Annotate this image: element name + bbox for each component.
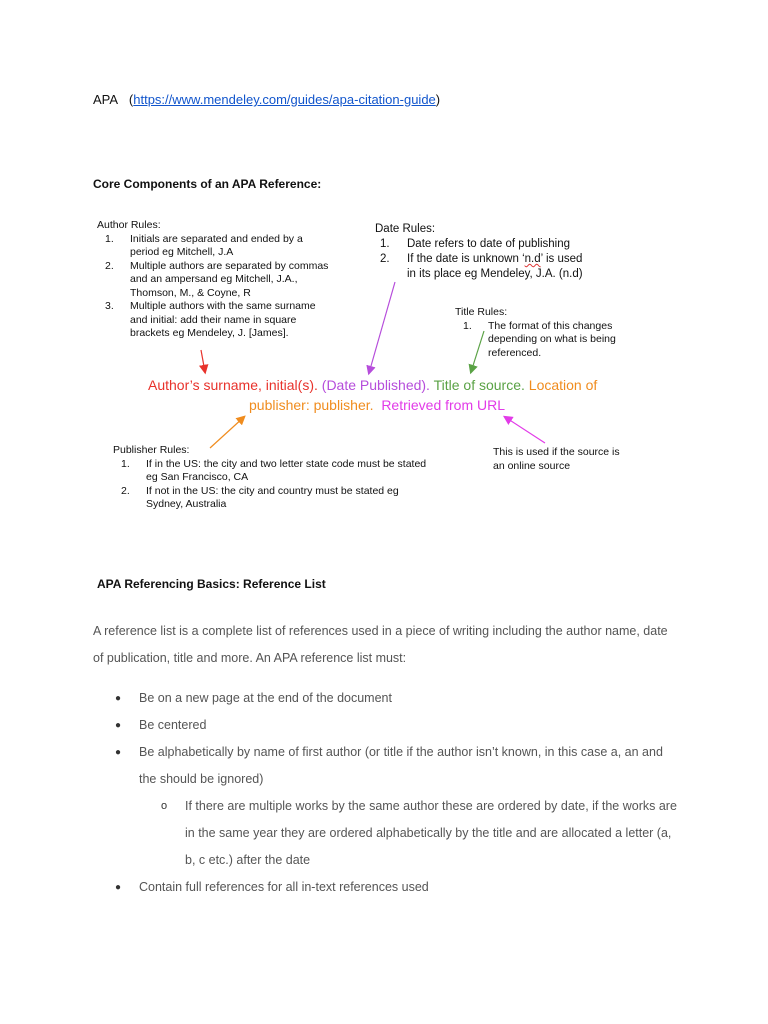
close-paren: ) xyxy=(435,92,441,107)
rule-number: 2. xyxy=(380,253,390,265)
sub-bullet-text: If there are multiple works by the same author these are ordered by date, if the works are in the same year they are ordered alphabetically by the title and are allocated a letter (a, b, c etc.) after the date xyxy=(185,799,677,867)
rule-number: 1. xyxy=(105,232,114,245)
author-rule-item xyxy=(97,300,357,341)
date-rule-item xyxy=(375,237,615,252)
rule-line: Sydney, Australia xyxy=(146,498,227,510)
note-line: an online source xyxy=(493,459,571,472)
rule-number: 2. xyxy=(121,484,130,497)
spellcheck-word: n.d xyxy=(524,253,541,265)
rule-line: The format of this changes xyxy=(488,319,613,332)
bullet-text: Contain full references for all in-text references used xyxy=(139,880,429,894)
rule-number: 1. xyxy=(121,457,130,470)
rule-text-pre: If the date is unknown ‘ xyxy=(407,253,525,265)
date-rule-item xyxy=(375,252,615,282)
formula-author: Author’s surname, initial(s). xyxy=(148,377,318,393)
reference-list-intro: A reference list is a complete list of references used in a piece of writing including the author name, date of publication, title and more. An APA reference list must: xyxy=(93,624,668,665)
date-rules-title: Date Rules: xyxy=(375,223,436,235)
list-item xyxy=(93,874,683,901)
sub-bullet-marker: o xyxy=(161,800,168,812)
author-rules-title: Author Rules: xyxy=(97,219,161,231)
rule-line: Multiple authors are separated by commas xyxy=(130,259,329,272)
publisher-rules-list xyxy=(113,458,453,512)
rule-line: eg San Francisco, CA xyxy=(146,471,249,483)
bullet-marker: ● xyxy=(115,693,122,704)
author-rule-item xyxy=(97,233,357,260)
author-rule-item xyxy=(97,260,357,301)
rule-line: Thomson, M., & Coyne, R xyxy=(130,286,251,299)
reference-list-heading: APA Referencing Basics: Reference List xyxy=(97,577,326,591)
bullet-text: Be centered xyxy=(139,718,207,732)
arrow-date xyxy=(369,282,395,373)
sub-list-item xyxy=(93,793,683,874)
rule-line: in its place eg Mendeley, J.A. (n.d) xyxy=(407,268,583,280)
online-source-note xyxy=(493,446,653,473)
formula-location: Location of xyxy=(528,377,598,393)
arrow-retrieved xyxy=(505,417,545,443)
rule-line: Date refers to date of publishing xyxy=(407,238,571,250)
formula-title: Title of source. xyxy=(433,377,525,393)
rule-text-post: ’ is used xyxy=(540,253,583,265)
bullet-marker: ● xyxy=(115,747,122,758)
publisher-rules xyxy=(113,444,453,512)
date-rules xyxy=(375,222,615,282)
apa-label: APA xyxy=(93,92,119,107)
open-paren: ( xyxy=(128,92,134,107)
reference-list-bullets xyxy=(93,685,683,901)
rule-line: and an ampersand eg Mitchell, J.A., xyxy=(130,273,298,285)
formula-date: (Date Published). xyxy=(321,377,430,393)
list-item xyxy=(93,685,683,712)
author-rules-list xyxy=(97,233,357,341)
reference-formula-line2 xyxy=(249,396,505,415)
date-rules-list xyxy=(375,237,615,282)
rule-line: Multiple authors with the same surname xyxy=(130,300,316,312)
reference-formula-line1 xyxy=(148,376,597,395)
core-components-heading: Core Components of an APA Reference: xyxy=(93,177,322,191)
bullet-marker: ● xyxy=(115,882,122,893)
mendeley-guide-link[interactable]: https://www.mendeley.com/guides/apa-citation-guide xyxy=(133,92,436,107)
bullet-text: Be alphabetically by name of first author (or title if the author isn’t known, in this case a, an and the should be ignored) xyxy=(139,745,663,786)
rule-line: period eg Mitchell, J.A xyxy=(130,246,234,258)
rule-line: Initials are separated and ended by a xyxy=(130,232,303,245)
rule-number: 2. xyxy=(105,259,114,272)
title-rules-list xyxy=(455,320,635,361)
rule-line: If in the US: the city and two letter state code must be stated xyxy=(146,457,427,470)
rule-number: 1. xyxy=(463,319,472,332)
rule-line: and initial: add their name in square xyxy=(130,313,297,326)
formula-publisher: publisher: publisher. xyxy=(249,397,374,413)
list-item xyxy=(93,712,683,739)
publisher-rule-item xyxy=(113,485,453,512)
rule-line: brackets eg Mendeley, J. [James]. xyxy=(130,327,289,339)
title-rules xyxy=(455,306,635,360)
rule-line: referenced. xyxy=(488,346,542,359)
apa-header xyxy=(93,92,440,107)
publisher-rules-title: Publisher Rules: xyxy=(113,444,190,456)
list-item xyxy=(93,739,683,793)
rule-line: If not in the US: the city and country must be stated eg xyxy=(146,484,399,497)
rule-line: depending on what is being xyxy=(488,333,616,345)
formula-retrieved: Retrieved from URL xyxy=(381,397,506,413)
title-rules-title: Title Rules: xyxy=(455,306,508,318)
author-rules xyxy=(97,219,357,341)
rule-number: 1. xyxy=(380,238,390,250)
publisher-rule-item xyxy=(113,458,453,485)
rule-number: 3. xyxy=(105,300,114,312)
bullet-text: Be on a new page at the end of the document xyxy=(139,691,392,705)
arrow-author xyxy=(201,350,205,372)
note-line: This is used if the source is xyxy=(493,446,620,458)
bullet-marker: ● xyxy=(115,720,122,731)
title-rule-item xyxy=(455,320,635,361)
